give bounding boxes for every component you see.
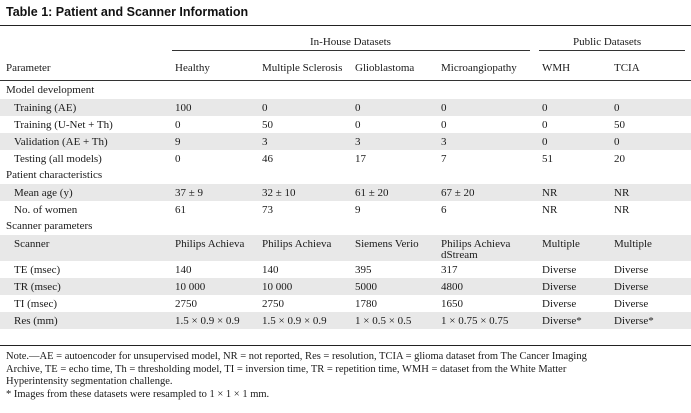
cell-microangiopathy: 3 [441,136,447,148]
column-header-glioblastoma: Glioblastoma [355,62,415,74]
cell-healthy: 0 [175,153,181,165]
cell-microangiopathy: 7 [441,153,447,165]
cell-microangiopathy: 1 × 0.75 × 0.75 [441,315,509,327]
row-label: Training (AE) [14,102,77,114]
cell-wmh: NR [542,204,558,216]
cell-wmh: Multiple [542,238,580,250]
column-header-row [0,52,691,81]
cell-wmh: 0 [542,136,548,148]
cell-wmh: 51 [542,153,553,165]
cell-microangiopathy-line2: dStream [441,249,478,261]
table-row [0,295,691,312]
cell-glioblastoma: Siemens Verio [355,238,419,250]
row-label: Scanner [14,238,50,250]
table-title-bar [0,0,691,26]
table-notes [6,351,686,401]
row-label: Validation (AE + Th) [14,136,108,148]
cell-microangiopathy: 0 [441,119,447,131]
cell-healthy: 0 [175,119,181,131]
cell-microangiopathy: Philips Achieva [441,238,511,250]
cell-wmh: Diverse [542,281,577,293]
cell-glioblastoma: 17 [355,153,366,165]
cell-microangiopathy: 67 ± 20 [441,187,475,199]
column-header-multiple-sclerosis: Multiple Sclerosis [262,62,343,74]
cell-wmh: 0 [542,102,548,114]
cell-multiple-sclerosis: 46 [262,153,273,165]
cell-wmh: Diverse [542,264,577,276]
cell-healthy: 61 [175,204,186,216]
row-label: Mean age (y) [14,187,73,199]
row-label: TR (msec) [14,281,61,293]
section-label: Model development [6,84,95,96]
cell-microangiopathy: 6 [441,204,447,216]
column-header-tcia: TCIA [614,62,640,74]
table-row [0,235,691,261]
cell-tcia: Diverse* [614,315,654,327]
row-label: Testing (all models) [14,153,102,165]
section-label: Patient characteristics [6,169,103,181]
cell-glioblastoma: 395 [355,264,372,276]
cell-glioblastoma: 1780 [355,298,377,310]
row-label: Res (mm) [14,315,58,327]
cell-tcia: Multiple [614,238,652,250]
column-header-parameter: Parameter [6,62,51,74]
cell-multiple-sclerosis: Philips Achieva [262,238,332,250]
cell-multiple-sclerosis: 50 [262,119,273,131]
section-header-row [0,218,691,235]
note-line: Note.—AE = autoencoder for unsupervised model, NR = not reported, Res = resolution, TCIA = glioma dataset from The Cancer Imaging [6,351,587,362]
cell-glioblastoma: 5000 [355,281,377,293]
cell-healthy: 140 [175,264,192,276]
cell-wmh: 0 [542,119,548,131]
row-label: Training (U-Net + Th) [14,119,113,131]
cell-microangiopathy: 317 [441,264,458,276]
cell-microangiopathy: 0 [441,102,447,114]
cell-tcia: 50 [614,119,625,131]
row-label: TE (msec) [14,264,61,276]
cell-wmh: Diverse [542,298,577,310]
column-header-wmh: WMH [542,62,571,74]
table-row [0,99,691,116]
table-row [0,261,691,278]
cell-wmh: Diverse* [542,315,582,327]
cell-glioblastoma: 61 ± 20 [355,187,389,199]
group-header-in-house: In-House Datasets [310,36,391,48]
table-row [0,150,691,167]
group-rule-in-house [172,50,530,51]
cell-glioblastoma: 3 [355,136,361,148]
cell-multiple-sclerosis: 10 000 [262,281,293,293]
table-row [0,312,691,329]
group-rule-public [539,50,685,51]
section-header-row [0,167,691,184]
cell-healthy: Philips Achieva [175,238,245,250]
row-label: TI (msec) [14,298,58,310]
cell-multiple-sclerosis: 0 [262,102,268,114]
cell-microangiopathy: 4800 [441,281,463,293]
cell-healthy: 10 000 [175,281,206,293]
cell-wmh: NR [542,187,558,199]
group-header-public: Public Datasets [573,36,642,48]
cell-microangiopathy: 1650 [441,298,463,310]
cell-tcia: Diverse [614,264,649,276]
column-header-healthy: Healthy [175,62,210,74]
cell-tcia: Diverse [614,298,649,310]
cell-glioblastoma: 9 [355,204,361,216]
cell-tcia: 0 [614,102,620,114]
cell-multiple-sclerosis: 3 [262,136,268,148]
column-header-microangiopathy: Microangiopathy [441,62,517,74]
cell-healthy: 1.5 × 0.9 × 0.9 [175,315,240,327]
cell-glioblastoma: 0 [355,102,361,114]
footnote-line: * Images from these datasets were resampled to 1 × 1 × 1 mm. [6,388,270,400]
cell-tcia: Diverse [614,281,649,293]
table-title: Table 1: Patient and Scanner Information [6,5,249,19]
cell-tcia: NR [614,187,630,199]
cell-tcia: 20 [614,153,625,165]
row-label: No. of women [14,204,78,216]
note-line: Archive, TE = echo time, Th = thresholding model, TI = inversion time, TR = repetition time, WMH = dataset from the White Matter [6,363,567,375]
cell-glioblastoma: 1 × 0.5 × 0.5 [355,315,412,327]
table-row [0,184,691,201]
cell-tcia: NR [614,204,630,216]
cell-healthy: 9 [175,136,181,148]
note-line: Hyperintensity segmentation challenge. [6,376,173,387]
table-row [0,116,691,133]
cell-healthy: 37 ± 9 [175,187,204,199]
cell-multiple-sclerosis: 32 ± 10 [262,187,296,199]
table-row [0,133,691,150]
cell-multiple-sclerosis: 1.5 × 0.9 × 0.9 [262,315,327,327]
table-row [0,201,691,218]
cell-multiple-sclerosis: 2750 [262,298,284,310]
table-bottom-rule [0,345,691,346]
cell-healthy: 2750 [175,298,197,310]
cell-glioblastoma: 0 [355,119,361,131]
cell-healthy: 100 [175,102,192,114]
cell-multiple-sclerosis: 73 [262,204,273,216]
section-header-row [0,82,691,99]
section-label: Scanner parameters [6,220,93,232]
cell-multiple-sclerosis: 140 [262,264,279,276]
table-row [0,278,691,295]
cell-tcia: 0 [614,136,620,148]
